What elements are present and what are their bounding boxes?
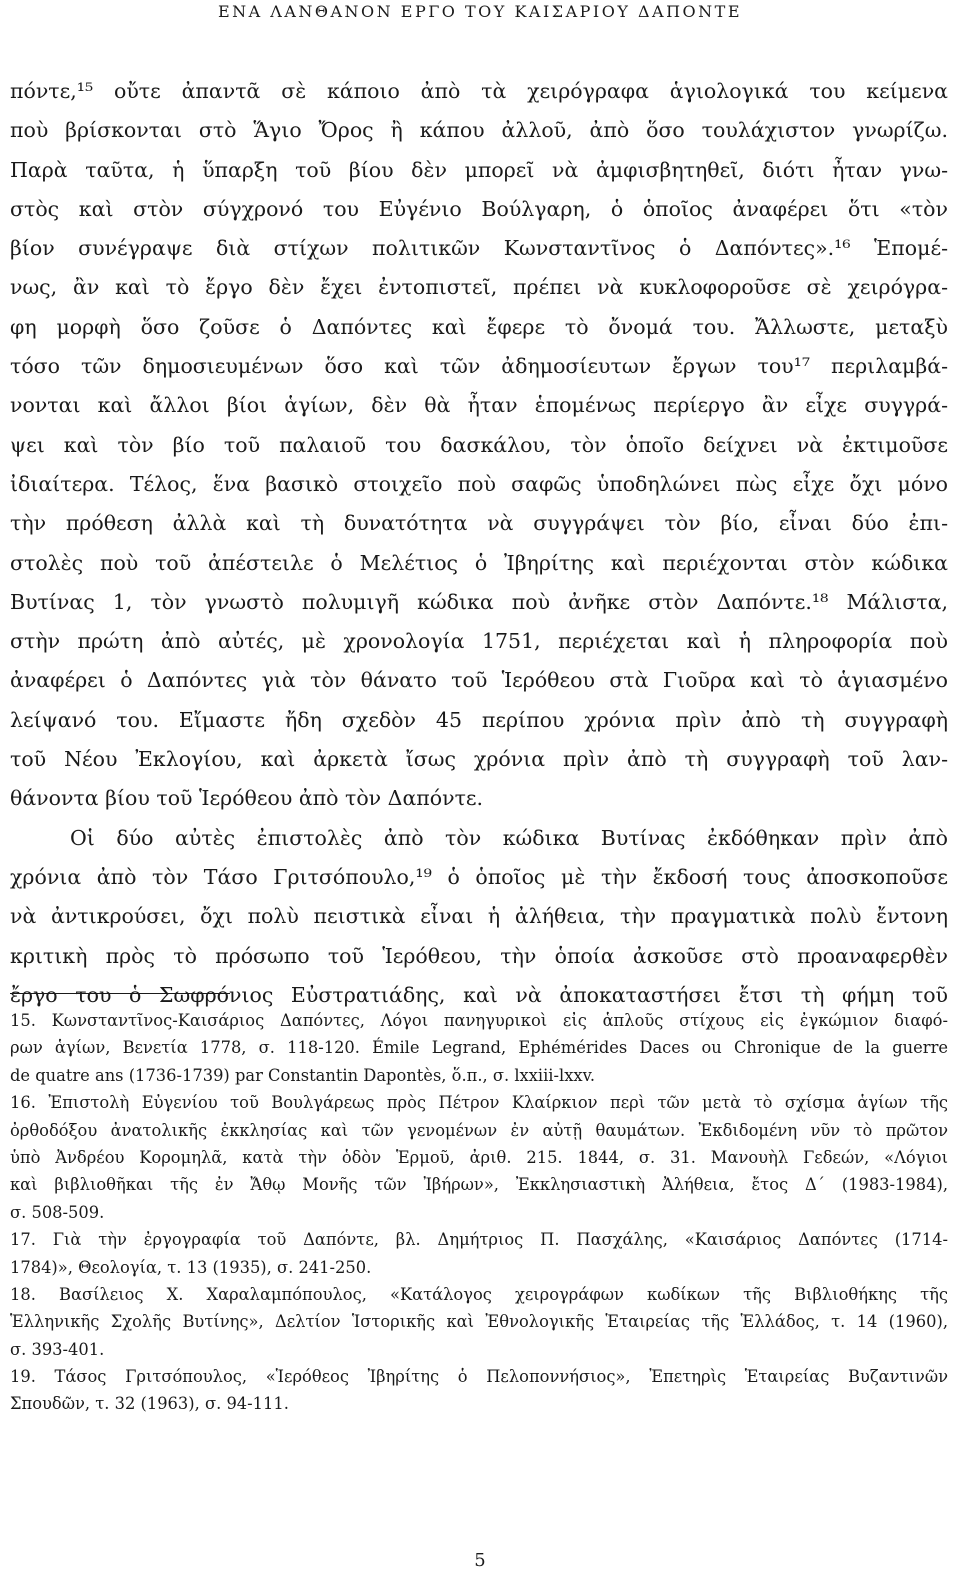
text-line: στὴν πρώτη ἀπὸ αὐτές, μὲ χρονολογία 1751, περιέχεται καὶ ἡ πληροφορία ποὺ <box>10 629 948 654</box>
text-line: ἀναφέρει ὁ Δαπόντες γιὰ τὸν θάνατο τοῦ Ἱερόθεου στὰ Γιοῦρα καὶ τὸ ἁγιασμένο <box>10 668 948 693</box>
footnote-line: 15. Κωνσταντῖνος-Καισάριος Δαπόντες, Λόγοι πανηγυρικοὶ εἰς ἁπλοῦς στίχους εἰς ἐγκώμιον διαφό- <box>10 1011 948 1030</box>
text-line: ἰδιαίτερα. Τέλος, ἕνα βασικὸ στοιχεῖο ποὺ σαφῶς ὑποδηλώνει πὼς εἶχε ὄχι μόνο <box>10 471 948 496</box>
text-line: ποὺ βρίσκονται στὸ Ἅγιο Ὄρος ἢ κάπου ἀλλοῦ, ἀπὸ ὅσο τουλάχιστον γνωρίζω. <box>10 118 948 143</box>
footnote-line: ρων ἁγίων, Βενετία 1778, σ. 118-120. Émile Legrand, Ephémérides Daces ou Chronique de la guerre <box>10 1038 948 1058</box>
text-line: νὰ ἀντικρούσει, ὄχι πολὺ πειστικὰ εἶναι ἡ ἀλήθεια, τὴν πραγματικὰ πολὺ ἔντονη <box>10 904 948 929</box>
footnote-line: σ. 508-509. <box>10 1202 105 1222</box>
text-line: φη μορφὴ ὅσο ζοῦσε ὁ Δαπόντες καὶ ἔφερε τὸ ὄνομά του. Ἄλλωστε, μεταξὺ <box>10 314 948 339</box>
main-text <box>10 72 948 1015</box>
page-number: 5 <box>474 1550 486 1571</box>
text-line: βίον συνέγραψε διὰ στίχων πολιτικῶν Κωνσταντῖνος ὁ Δαπόντες».¹⁶ Ἑπομέ- <box>10 236 948 261</box>
text-line: τὴν πρόθεση ἀλλὰ καὶ τὴ δυνατότητα νὰ συγγράψει τὸν βίο, εἶναι δύο ἐπι- <box>10 511 948 536</box>
text-line: Παρὰ ταῦτα, ἡ ὕπαρξη τοῦ βίου δὲν μπορεῖ νὰ ἀμφισβητηθεῖ, διότι ἦταν γνω- <box>10 157 948 182</box>
text-line: τοῦ Νέου Ἐκλογίου, καὶ ἀρκετὰ ἴσως χρόνια πρὶν ἀπὸ τὴ συγγραφὴ τοῦ λαν- <box>10 747 948 772</box>
footnote-line: 1784)», Θεολογία, τ. 13 (1935), σ. 241-250. <box>10 1257 372 1277</box>
text-line: θάνοντα βίου τοῦ Ἱερόθεου ἀπὸ τὸν Δαπόντε. <box>10 786 484 811</box>
text-line: λείψανό του. Εἴμαστε ἤδη σχεδὸν 45 περίπου χρόνια πρὶν ἀπὸ τὴ συγγραφὴ <box>10 707 948 732</box>
text-line: ἔργο του ὁ Σωφρόνιος Εὐστρατιάδης, καὶ νὰ ἀποκαταστήσει ἔτσι τὴ φήμη τοῦ <box>10 982 948 1007</box>
text-line: Οἱ δύο αὐτὲς ἐπιστολὲς ἀπὸ τὸν κώδικα Βυτίνας ἐκδόθηκαν πρὶν ἀπὸ <box>70 825 948 850</box>
footnote-line: 16. Ἐπιστολὴ Εὐγενίου τοῦ Βουλγάρεως πρὸς Πέτρον Κλαίρκιον περὶ τῶν μετὰ τὸ σχίσμα ἁγίων τῆς <box>10 1093 948 1113</box>
text-line: πόντε,¹⁵ οὔτε ἀπαντᾶ σὲ κάποιο ἀπὸ τὰ χειρόγραφα ἁγιολογικά του κείμενα <box>10 79 948 103</box>
footnote-line: σ. 393-401. <box>10 1339 105 1359</box>
text-line: στὸς καὶ στὸν σύγχρονό του Εὐγένιο Βούλγαρη, ὁ ὁποῖος ἀναφέρει ὅτι «τὸν <box>10 196 948 221</box>
text-line: νως, ἂν καὶ τὸ ἔργο δὲν ἔχει ἐντοπιστεῖ, πρέπει νὰ κυκλοφοροῦσε σὲ χειρόγρα- <box>10 275 948 300</box>
text-line: νονται καὶ ἄλλοι βίοι ἁγίων, δὲν θὰ ἦταν ἑπομένως περίεργο ἂν εἶχε συγγρά- <box>10 393 948 418</box>
text-line: ψει καὶ τὸν βίο τοῦ παλαιοῦ του δασκάλου, τὸν ὁποῖο δείχνει νὰ ἐκτιμοῦσε <box>10 432 948 457</box>
footnote-line: Σπουδῶν, τ. 32 (1963), σ. 94-111. <box>10 1394 289 1414</box>
footnote-line: καὶ βιβλιοθῆκαι τῆς ἐν Ἄθῳ Μονῆς τῶν Ἰβήρων», Ἐκκλησιαστικὴ Ἀλήθεια, ἔτος Δ΄ (1983-1984), <box>10 1175 948 1195</box>
footnote-line: Ἑλληνικῆς Σχολῆς Βυτίνης», Δελτίον Ἱστορικῆς καὶ Ἐθνολογικῆς Ἑταιρείας τῆς Ἑλλάδος, τ. 14 (1960), <box>10 1312 948 1332</box>
text-line: Βυτίνας 1, τὸν γνωστὸ πολυμιγῆ κώδικα ποὺ ἀνῆκε στὸν Δαπόντε.¹⁸ Μάλιστα, <box>10 589 948 614</box>
footnotes <box>10 1007 948 1418</box>
text-line: τόσο τῶν δημοσιευμένων ὅσο καὶ τῶν ἀδημοσίευτων ἔργων του¹⁷ περιλαμβά- <box>10 354 948 379</box>
footnote-line: 17. Γιὰ τὴν ἐργογραφία τοῦ Δαπόντε, βλ. Δημήτριος Π. Πασχάλης, «Καισάριος Δαπόντες (1714- <box>10 1230 948 1250</box>
running-header: ΕΝΑ ΛΑΝΘΑΝΟΝ ΕΡΓΟ ΤΟΥ ΚΑΙΣΑΡΙΟΥ ΔΑΠΟΝΤΕ <box>217 2 743 21</box>
footnote-line: ὀρθοδόξου ἀνατολικῆς ἐκκλησίας καὶ τῶν γενομένων ἐν αὐτῇ θαυμάτων. Ἐκδιδομένη νῦν τὸ πρῶτον <box>10 1120 948 1140</box>
footnote-line: de quatre ans (1736-1739) par Constantin Dapontès, ὅ.π., σ. lxxiii-lxxv. <box>10 1065 596 1085</box>
footnote-line: 19. Τάσος Γριτσόπουλος, «Ἱερόθεος Ἰβηρίτης ὁ Πελοποννήσιος», Ἐπετηρὶς Ἑταιρείας Βυζαντινῶν <box>10 1367 948 1387</box>
text-line: χρόνια ἀπὸ τὸν Τάσο Γριτσόπουλο,¹⁹ ὁ ὁποῖος μὲ τὴν ἔκδοσή τους ἀποσκοποῦσε <box>10 864 948 889</box>
footnote-line: ὑπὸ Ἀνδρέου Κορομηλᾶ, κατὰ τὴν ὁδὸν Ἑρμοῦ, ἀριθ. 215. 1844, σ. 31. Μανουὴλ Γεδεών, «Λόγιοι <box>10 1147 948 1167</box>
footnote-line: 18. Βασίλειος Χ. Χαραλαμπόπουλος, «Κατάλογος χειρογράφων κωδίκων τῆς Βιβλιοθήκης τῆς <box>10 1284 948 1304</box>
text-line: στολὲς ποὺ τοῦ ἀπέστειλε ὁ Μελέτιος ὁ Ἰβηρίτης καὶ περιέχονται στὸν κώδικα <box>10 550 948 575</box>
text-line: κριτικὴ πρὸς τὸ πρόσωπο τοῦ Ἱερόθεου, τὴν ὁποία ἀσκοῦσε στὸ προαναφερθὲν <box>10 943 948 968</box>
footnote-divider <box>10 993 230 994</box>
